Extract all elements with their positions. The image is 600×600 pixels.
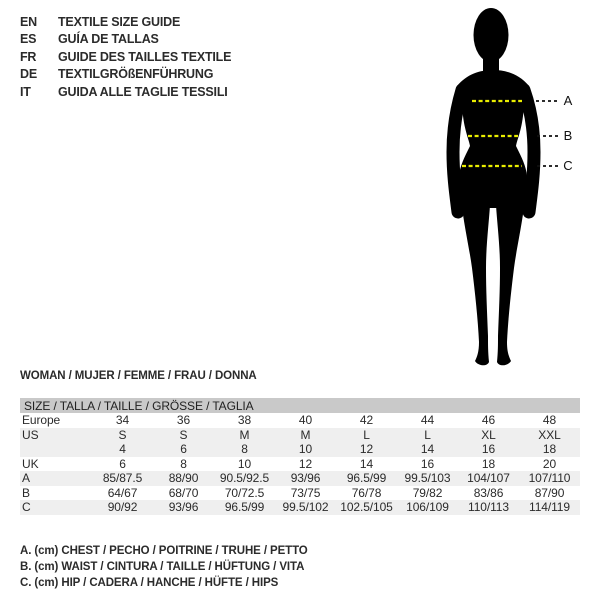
size-cell: 64/67: [107, 485, 138, 500]
size-cell: 73/75: [290, 485, 321, 500]
size-cell: 40: [298, 413, 313, 428]
size-cell: 8: [180, 456, 187, 471]
row-label: UK: [22, 456, 39, 471]
size-cell: XXL: [538, 427, 561, 442]
size-cell: 18: [481, 456, 496, 471]
table-row-us-numeric: [20, 442, 580, 457]
size-cell: L: [424, 427, 431, 442]
legend-line-chest: A. (cm) CHEST / PECHO / POITRINE / TRUHE / PETTO: [20, 545, 308, 557]
size-cell: 70/72.5: [224, 485, 265, 500]
size-cell: 104/107: [467, 471, 510, 486]
woman-silhouette: [420, 0, 580, 370]
language-code: DE: [20, 67, 37, 82]
size-cell: 76/78: [351, 485, 382, 500]
size-cell: 102.5/105: [340, 500, 393, 515]
size-cell: S: [118, 427, 127, 442]
size-cell: 88/90: [168, 471, 199, 486]
size-cell: 14: [420, 442, 435, 457]
size-cell: 90.5/92.5: [219, 471, 270, 486]
language-code: ES: [20, 32, 37, 47]
table-row-b: [20, 486, 580, 501]
language-code: IT: [20, 84, 31, 99]
row-label: US: [22, 427, 39, 442]
size-cell: 106/109: [406, 500, 449, 515]
size-cell: 14: [359, 456, 374, 471]
size-cell: 83/86: [473, 485, 504, 500]
size-table-body: [20, 413, 580, 515]
row-label: C: [22, 500, 31, 515]
size-cell: 6: [119, 456, 126, 471]
size-cell: 79/82: [412, 485, 443, 500]
language-code: FR: [20, 49, 37, 64]
size-cell: S: [179, 427, 188, 442]
size-table-header-row: [20, 398, 580, 413]
table-row-c: [20, 500, 580, 515]
size-cell: 10: [298, 442, 313, 457]
section-title-woman: WOMAN / MUJER / FEMME / FRAU / DONNA: [20, 370, 257, 382]
language-title: TEXTILGRÖßENFÜHRUNG: [58, 67, 214, 82]
language-list: [20, 14, 231, 101]
language-title: GUIDA ALLE TAGLIE TESSILI: [58, 84, 228, 99]
size-cell: 12: [359, 442, 374, 457]
size-cell: 99.5/103: [404, 471, 451, 486]
silhouette-shapes: [453, 8, 534, 365]
size-cell: M: [239, 427, 250, 442]
language-row-en: [20, 14, 231, 31]
size-cell: 38: [237, 413, 252, 428]
marker-label-waist: B: [563, 128, 573, 143]
size-cell: 34: [115, 413, 130, 428]
size-cell: 42: [359, 413, 374, 428]
size-cell: 10: [237, 456, 252, 471]
size-cell: M: [300, 427, 311, 442]
legend-line-hip: C. (cm) HIP / CADERA / HANCHE / HÜFTE / HIPS: [20, 576, 279, 589]
legend-line-waist: B. (cm) WAIST / CINTURA / TAILLE / HÜFTUNG / VITA: [20, 560, 305, 573]
row-label: Europe: [22, 413, 61, 428]
language-title: TEXTILE SIZE GUIDE: [58, 15, 181, 29]
marker-label-chest: A: [563, 93, 573, 108]
language-row-fr: [20, 49, 231, 66]
size-cell: 16: [420, 456, 435, 471]
size-cell: 107/110: [528, 471, 571, 486]
size-table: [20, 398, 580, 515]
size-cell: 110/113: [468, 500, 509, 515]
size-cell: L: [363, 427, 370, 442]
language-title: GUIDE DES TAILLES TEXTILE: [58, 49, 232, 64]
table-row-europe: [20, 413, 580, 428]
size-cell: 44: [420, 413, 435, 428]
language-row-it: [20, 84, 231, 101]
size-cell: 93/96: [168, 500, 199, 515]
size-cell: 85/87.5: [102, 471, 143, 486]
size-cell: 4: [119, 442, 126, 457]
size-cell: 93/96: [290, 471, 321, 486]
language-row-de: [20, 66, 231, 83]
row-label: [20, 442, 92, 457]
size-cell: 8: [241, 442, 248, 457]
size-cell: 87/90: [534, 485, 565, 500]
size-cell: 18: [542, 442, 557, 457]
size-cell: 48: [542, 413, 557, 428]
size-cell: 99.5/102: [282, 500, 329, 515]
language-row-es: [20, 31, 231, 48]
size-cell: 68/70: [168, 485, 199, 500]
measurement-legend: [20, 544, 308, 591]
row-label: B: [22, 485, 30, 500]
size-cell: XL: [481, 427, 496, 442]
size-cell: 12: [298, 456, 313, 471]
size-cell: 6: [180, 442, 187, 457]
language-title: GUÍA DE TALLAS: [58, 32, 159, 47]
size-cell: 36: [176, 413, 191, 428]
size-cell: 114/119: [529, 500, 570, 515]
size-cell: 96.5/99: [224, 500, 265, 515]
size-cell: 20: [542, 456, 557, 471]
size-cell: 96.5/99: [346, 471, 387, 486]
size-cell: 46: [481, 413, 496, 428]
size-table-header: SIZE / TALLA / TAILLE / GRÖSSE / TAGLIA: [20, 398, 580, 413]
language-code: EN: [20, 15, 37, 29]
table-row-uk: [20, 457, 580, 472]
table-row-a: [20, 471, 580, 486]
marker-label-hip: C: [563, 158, 573, 173]
row-label: A: [22, 471, 30, 486]
size-cell: 16: [481, 442, 496, 457]
table-row-us: [20, 428, 580, 443]
size-cell: 90/92: [107, 500, 138, 515]
